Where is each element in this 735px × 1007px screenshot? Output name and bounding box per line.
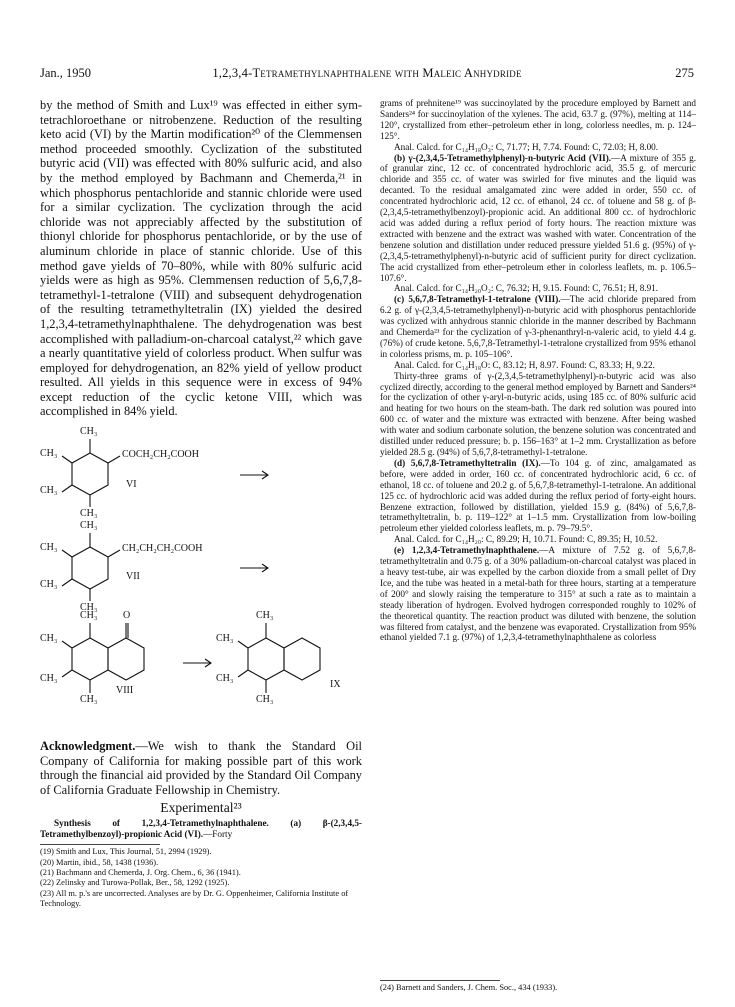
methyl-label: CH₃ [80,610,98,622]
left-column [40,98,362,910]
running-header [40,66,694,82]
compound-label-vi: VI [126,479,137,491]
methyl-label: CH₃ [80,508,98,520]
saturated-ring-ix [284,638,320,680]
benzene-ring-vii [72,547,108,589]
procedure-d-heading: (d) 5,6,7,8-Tetramethyltetralin (IX). [394,457,541,468]
methyl-label: CH₃ [80,694,98,706]
methyl-label: CH₃ [40,579,58,591]
procedure-c-heading: (c) 5,6,7,8-Tetramethyl-1-tetralone (VIII). [394,294,561,305]
methyl-label: CH₃ [216,633,234,645]
procedure-e [380,545,696,643]
header-title: 1,2,3,4-Tetramethylnaphthalene with Maleic Anhydride [212,66,522,80]
compound-label-viii: VIII [116,685,134,697]
methyl-label: CH₃ [216,673,234,685]
acknowledgment-heading: Acknowledgment. [40,739,136,754]
procedure-d [380,458,696,534]
side-chain-vi: COCH₂CH₂COOH [122,449,199,461]
right-footnote-block [380,976,696,993]
footnote-24: (24) Barnett and Sanders, J. Chem. Soc., 434 (1933). [380,983,558,992]
methyl-label: CH₃ [256,610,274,622]
header-date: Jan., 1950 [40,66,92,80]
direct-cyclization: Thirty-three grams of γ-(2,3,4,5-tetramethylphenyl)-n-butyric acid was also cyclized directly, according to the general method employed by Barnett and Sanders²⁴ for the cyclization of other γ-aryl-n-butyric acids, using 185 cc. of 80% sulfuric acid and heating for two hours on the steam-bath. The dark red solution was poured into 600 cc. of water and the mixture was extracted with benzene. After being washed with water and sodium carbonate solution, the benzene solution was concentrated and distilled under reduced pressure; b. p. 156–163° at 1–2 mm. Crystallization as before yielded 28.5 g. (94%) of 5,6,7,8-tetramethyl-1-tetralone. [380,370,696,457]
methyl-label: CH₃ [80,602,98,614]
procedure-c [380,294,696,359]
aromatic-ring-ix [248,638,284,680]
analysis-vii: Anal. Calcd. for C₁₄H₂₀O₂: C, 76.32; H, 9.15. Found: C, 76.51; H, 8.91. [394,283,659,294]
right-column [380,98,696,643]
procedure-b-text: —A mixture of 355 g. of granular zinc, 12 cc. of concentrated hydrochloric acid, 35.5 g. of mercuric chloride and 355 cc. of water was swirled for five minutes and the liquid was decanted. To the residual amalgamated zinc were added in order, 550 cc. of concentrated hydrochloric acid, 12 cc. of ethanol, 24 cc. of toluene and 58 g. of β-(2,3,4,5-tetramethylbenzoyl)-propionic acid. An additional 800 cc. of hydrochloric acid was added during a reflux period of forty hours. The reaction mixture was extracted with benzene and the extract was washed with water. Concentration of the benzene solution and distillation under reduced pressure yielded 51.6 g. (95%) of γ-(2,3,4,5-tetramethylphenyl)-n-butyric acid of sufficient purity for direct cyclization. The acid crystallized from ether–petroleum ether in colorless leaflets, m. p. 106.5–107.6°. [380,152,696,283]
methyl-label: CH₃ [40,633,58,645]
synthesis-intro [40,818,362,840]
synthesis-text: —Forty [203,829,233,840]
synthesis-heading: Synthesis of 1,2,3,4-Tetramethylnaphthalene. (a) β-(2,3,4,5-Tetramethylbenzoyl)-propionic Acid (VI). [40,818,362,840]
structure-diagram [40,423,362,735]
page-number: 275 [675,66,694,80]
reaction-scheme [40,423,362,735]
footnote-23: (23) All m. p.'s are uncorrected. Analyses are by Dr. G. Oppenheimer, California Institute of Technology. [40,888,349,909]
footnote-rule [40,844,160,845]
procedure-b [380,153,696,284]
methyl-label: CH₃ [256,694,274,706]
footnote-21: (21) Bachmann and Chemerda, J. Org. Chem., 6, 36 (1941). [40,868,241,878]
aromatic-ring-viii [72,638,108,680]
acknowledgment-text: —We wish to thank the Standard Oil Company of California for making possible part of this work through the financial aid provided by the Standard Oil Company of California Graduate Fellowship in Chemistry. [40,739,362,797]
side-chain-vii: CH₂CH₂CH₂COOH [122,543,203,555]
experimental-heading: Experimental²³ [160,800,242,816]
methyl-label: CH₃ [40,485,58,497]
footnote-20: (20) Martin, ibid., 58, 1438 (1936). [40,857,159,867]
analysis-viii: Anal. Calcd. for C₁₄H₁₈O: C, 83.12; H, 8.97. Found: C, 83.33; H, 9.22. [394,359,655,370]
methyl-label: CH₃ [40,542,58,554]
methyl-label: CH₃ [40,448,58,460]
methyl-label: CH₃ [80,426,98,438]
procedure-e-text: —A mixture of 7.52 g. of 5,6,7,8-tetramethyltetralin and 0.75 g. of a 30% palladium-on-charcoal catalyst was placed in a heavy test-tube, air was expelled by the carbon dioxide from a small pellet of Dry Ice, and the tube was heated in a metal-bath for three hours, starting at a temperature of 200° and slowly raising the temperature to 315° at such a rate as to maintain a steady liberation of hydrogen. Evolved hydrogen corresponded roughly to 102% of the theoretical quantity. The reaction product was diluted with benzene, the solution was filtered from catalyst, and the benzene was evaporated. Crystallization from 95% ethanol yielded 7.1 g. (97%) of 1,2,3,4-tetramethylnaphthalene as colorless [380,545,696,643]
procedure-e-heading: (e) 1,2,3,4-Tetramethylnaphthalene. [394,545,540,556]
compound-label-ix: IX [330,679,341,691]
footnote-rule [380,980,500,981]
saturated-ring-viii [108,638,144,680]
procedure-c-text: —The acid chloride prepared from 6.2 g. of γ-(2,3,4,5-tetramethylphenyl)-n-butyric acid with phosphorus pentachloride was cyclized with anhydrous stannic chloride in the manner described by Bachmann and Chemerda²¹ for the cyclization of γ-3-phenanthryl-n-valeric acid, to yield 4.4 g. (76%) of crude ketone. 5,6,7,8-Tetramethyl-1-tetralone crystallized from 95% ethanol in colorless prisms, m. p. 105–106°. [380,294,696,359]
analysis-vi: Anal. Calcd. for C₁₄H₁₈O₃: C, 71.77; H, 7.74. Found: C, 72.03; H, 8.00. [394,141,659,152]
analysis-ix: Anal. Calcd. for C₁₄H₂₀: C, 89.29; H, 10.71. Found: C, 89.35; H, 10.52. [394,534,658,545]
ketone-oxygen: O [123,610,131,622]
procedure-a-text: grams of prehnitene¹⁹ was succinoylated by the procedure employed by Barnett and Sanders²⁴ for succinoylation of the xylenes. The acid, 63.7 g. (97%), melting at 114–120°, crystallized from ether–petroleum ether in long, colorless needles, m. p. 124–125°. [380,98,696,141]
methyl-label: CH₃ [80,520,98,532]
acknowledgment [40,739,362,797]
procedure-b-heading: (b) γ-(2,3,4,5-Tetramethylphenyl)-n-butyric Acid (VII). [394,152,612,163]
compound-label-vii: VII [126,571,140,583]
methyl-label: CH₃ [40,673,58,685]
procedure-d-text: —To 104 g. of zinc, amalgamated as before, were added in order, 160 cc. of concentrated hydrochloric acid, 6 cc. of ethanol, 18 cc. of toluene and 20.2 g. of 5,6,7,8-tetramethyl-1-tetralone. An additional 125 cc. of hydrochloric acid was added during the reflux period of forty-eight hours. Benzene extraction, followed by distillation, yielded 15.9 g. (84%) of 5,6,7,8-tetramethyltetralin, b. p. 119–122° at 1–1.5 mm. Crystallization from low-boiling petroleum ether yielded colorless leaflets, m. p. 79–79.5°. [380,457,696,534]
benzene-ring-vi [72,453,108,495]
footnote-19: (19) Smith and Lux, This Journal, 51, 2994 (1929). [40,847,212,857]
discussion-paragraph: by the method of Smith and Lux¹⁹ was effected in either sym-tetrachloroethane or nitrobenzene. Reduction of the resulting keto acid (VI) by the Martin modification²⁰ of the Clemmensen method proceeded smoothly. Cyclization of the substituted butyric acid (VII) was effected with 80% sulfuric acid, and also by the method employed by Bachmann and Chemerda,²¹ in which phosphorus pentachloride and stannic chloride were used for a similar cyclization. The cyclization through the acid chloride was not appreciably affected by the substitution of thionyl chloride for phosphorus pentachloride, or by the use of aluminum chloride in place of stannic chloride. Use of this method gave yields of 70–80%, while with 80% sulfuric acid yields were as high as 95%. Clemmensen reduction of 5,6,7,8-tetramethyl-1-tetralone (VIII) and subsequent dehydrogenation of the resulting tetramethyltetralin (IX) yielded the desired 1,2,3,4-tetramethylnaphthalene. The dehydrogenation was best accomplished with palladium-on-charcoal catalyst,²² which gave a nearly quantitative yield of colorless product. When sulfur was employed for dehydrogenation, an 82% yield of yellow product resulted. All yields in this sequence were in excess of 94% except reduction of the cyclic ketone VIII, which was accomplished in 84% yield. [40,98,362,419]
footnote-22: (22) Zelinsky and Turowa-Pollak, Ber., 58, 1292 (1925). [40,878,230,888]
